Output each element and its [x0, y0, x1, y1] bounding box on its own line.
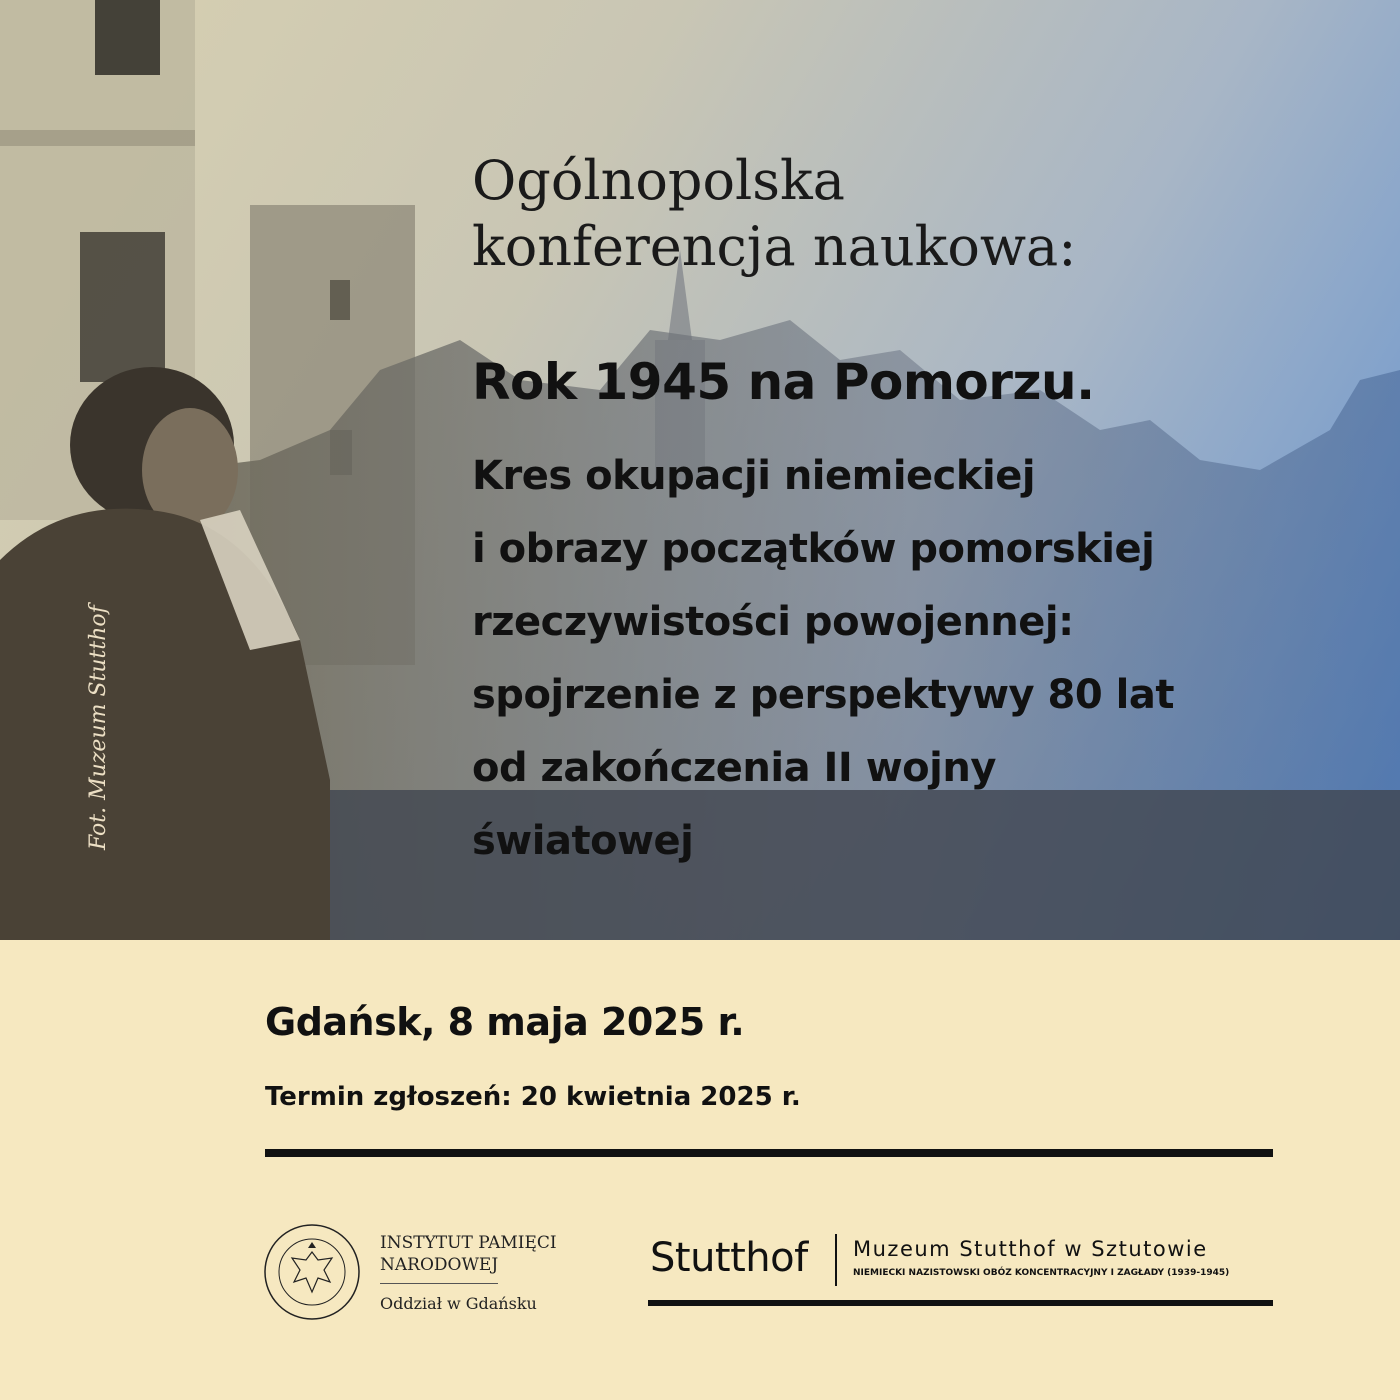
intro-line-1: Ogólnopolska	[472, 149, 845, 212]
registration-deadline: Termin zgłoszeń: 20 kwietnia 2025 r.	[265, 1082, 801, 1112]
logo-separator	[835, 1234, 837, 1286]
museum-subtitle: NIEMIECKI NAZISTOWSKI OBÓZ KONCENTRACYJNY I ZAGŁADY (1939-1945)	[853, 1268, 1230, 1278]
ipn-name-line-1: INSTYTUT PAMIĘCI	[380, 1233, 557, 1253]
stutthof-logo: Stutthof	[650, 1235, 808, 1281]
ipn-name	[380, 1232, 570, 1276]
ipn-branch: Oddział w Gdańsku	[380, 1294, 537, 1313]
intro-heading	[472, 148, 1352, 280]
ipn-name-line-2: NARODOWEJ	[380, 1255, 499, 1275]
subtitle-line: i obrazy początków pomorskiej	[472, 526, 1155, 572]
subtitle-line: spojrzenie z perspektywy 80 lat	[472, 672, 1174, 718]
conference-title: Rok 1945 na Pomorzu.	[472, 353, 1095, 411]
subtitle-line: rzeczywistości powojennej:	[472, 599, 1074, 645]
event-date: Gdańsk, 8 maja 2025 r.	[265, 1000, 745, 1044]
museum-divider	[648, 1300, 1273, 1306]
photo-credit: Fot. Muzeum Stutthof	[86, 605, 111, 850]
ipn-seal-logo	[262, 1222, 362, 1322]
divider	[265, 1149, 1273, 1157]
intro-line-2: konferencja naukowa:	[472, 215, 1077, 278]
subtitle-line: Kres okupacji niemieckiej	[472, 453, 1036, 499]
subtitle-line: od zakończenia II wojny	[472, 745, 996, 791]
subtitle-line: światowej	[472, 818, 694, 864]
conference-subtitle	[472, 440, 1372, 878]
ipn-divider	[380, 1283, 498, 1284]
museum-name: Muzeum Stutthof w Sztutowie	[853, 1237, 1208, 1261]
